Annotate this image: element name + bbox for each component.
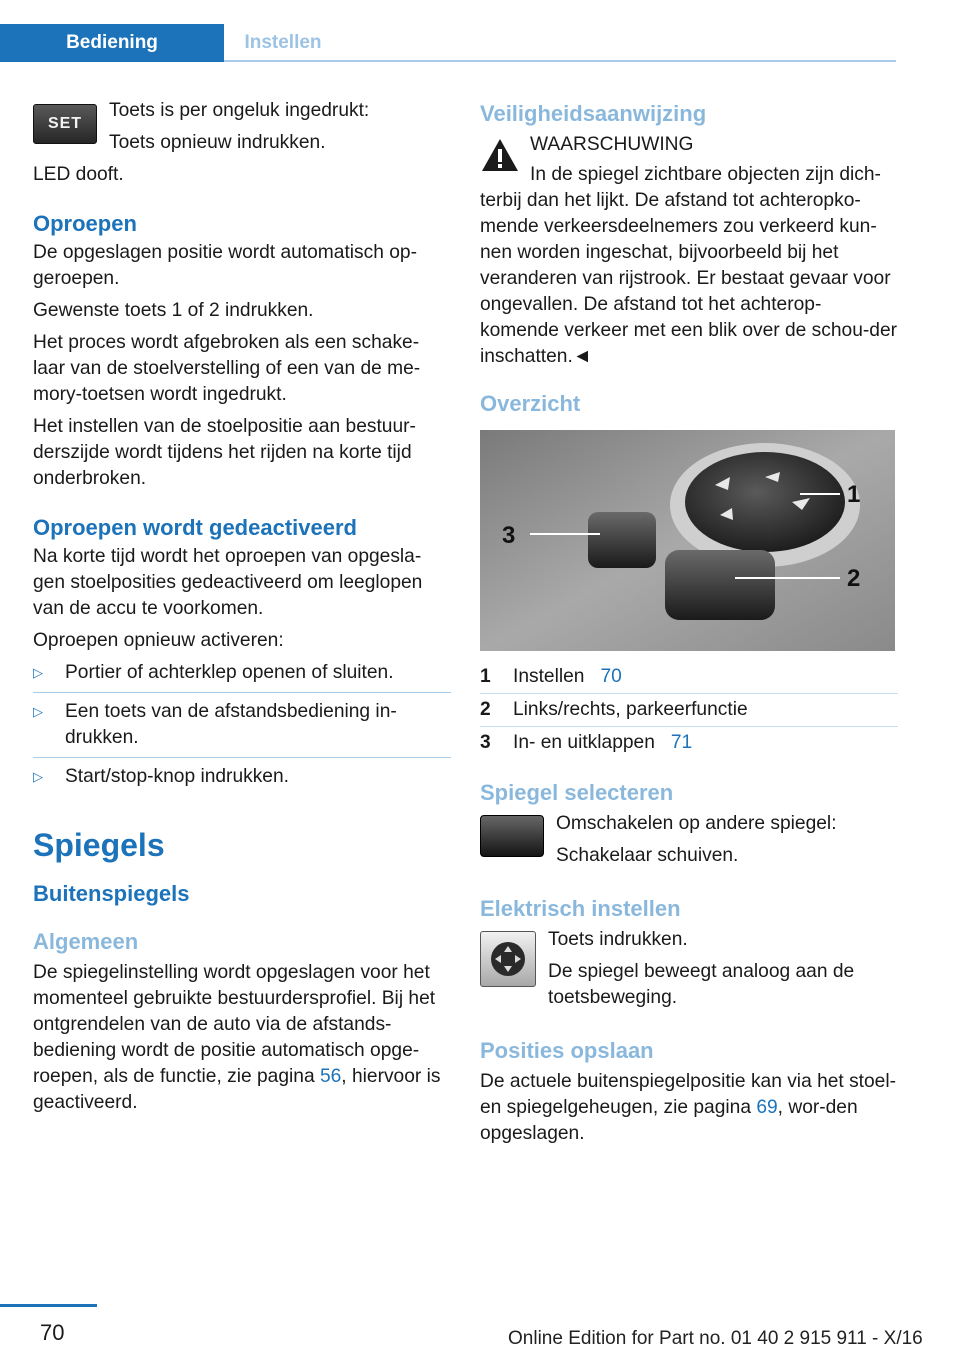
right-column [480, 98, 898, 1153]
heading-spiegels: Spiegels [33, 827, 165, 863]
direction-pad-icon [488, 939, 528, 979]
photo-label-2: 2 [847, 565, 861, 592]
set-line-2: Toets opnieuw indrukken. [109, 132, 326, 153]
page-link-69[interactable]: 69 [756, 1097, 778, 1118]
heading-oproepen: Oproepen [33, 211, 137, 236]
triangle-bullet-icon: ▷ [33, 704, 43, 719]
tab-bediening[interactable]: Bediening [0, 24, 224, 62]
page-number: 70 [40, 1320, 65, 1345]
header-tabs [0, 0, 960, 62]
led-text: LED dooft. [33, 164, 124, 185]
select-row [480, 811, 898, 875]
set-button-row [33, 98, 451, 162]
oproepen-p2: Gewenste toets 1 of 2 indrukken. [33, 300, 314, 321]
mirror-control-photo [480, 430, 895, 651]
warning-label: WAARSCHUWING [530, 134, 694, 155]
deact-p2: Oproepen opnieuw activeren: [33, 630, 284, 651]
tab-underline [224, 60, 896, 62]
heading-overzicht: Overzicht [480, 391, 581, 416]
page-link-71[interactable]: 71 [670, 732, 693, 753]
photo-label-3: 3 [502, 522, 516, 549]
heading-oproepen-gedeactiveerd: Oproepen wordt gedeactiveerd [33, 515, 357, 540]
algemeen-text: De spiegelinstelling wordt opgeslagen voor het momenteel gebruikte bestuurdersprofiel. Bij het ontgrendelen van de auto via de afstands-bediening wordt de positie automatisch opge-roepen, als de functie, zie pagina 56, hiervoor is geactiveerd. [33, 962, 441, 1113]
legend-row: 3 In- en uitklappen 71 [480, 727, 898, 759]
heading-veiligheidsaanwijzing: Veiligheidsaanwijzing [480, 101, 707, 126]
legend-row: 2 Links/rechts, parkeerfunctie [480, 699, 748, 720]
heading-buitenspiegels: Buitenspiegels [33, 881, 190, 906]
triangle-bullet-icon: ▷ [33, 769, 43, 784]
elek-line-1: Toets indrukken. [548, 929, 688, 950]
mirror-adjust-icon [480, 931, 536, 987]
heading-posities-opslaan: Posities opslaan [480, 1038, 654, 1063]
left-column [33, 98, 451, 1122]
select-line-2: Schakelaar schuiven. [556, 845, 739, 866]
set-line-1: Toets is per ongeluk ingedrukt: [109, 100, 370, 121]
triangle-bullet-icon: ▷ [33, 665, 43, 680]
heading-spiegel-selecteren: Spiegel selecteren [480, 780, 674, 805]
warning-text: In de spiegel zichtbare objecten zijn dich-terbij dan het lijkt. De afstand tot achteropko-mende verkeersdeelnemers zou verkeerd kun-nen worden ingeschat, bijvoorbeeld bij het veranderen van rijstrook. Er bestaat gevaar voor ongevallen. De afstand tot het achterop-komende verkeer met een blik over de schou-der inschatten.◄ [480, 164, 898, 367]
deact-p1: Na korte tijd wordt het oproepen van opgesla-gen stoelposities gedeactiveerd om leeglopen van de accu te voorkomen. [33, 546, 423, 619]
legend-row: 1 Instellen 70 [480, 661, 898, 693]
divider [33, 757, 451, 758]
list-item: ▷ Portier of achterklep openen of sluiten. [33, 660, 451, 686]
oproepen-p4: Het instellen van de stoelpositie aan bestuur-derszijde wordt tijdens het rijden na korte tijd onderbroken. [33, 416, 416, 489]
heading-algemeen: Algemeen [33, 929, 139, 954]
elek-line-2: De spiegel beweegt analoog aan de toetsbeweging. [548, 961, 855, 1008]
divider [33, 692, 451, 693]
oproepen-p3: Het proces wordt afgebroken als een schake-laar van de stoelverstelling of een van de me-mory-toetsen wordt ingedrukt. [33, 332, 421, 405]
oproepen-p1: De opgeslagen positie wordt automatisch op-geroepen. [33, 242, 417, 289]
posities-text: De actuele buitenspiegelpositie kan via het stoel- en spiegelgeheugen, zie pagina 69, wor-den opgeslagen. [480, 1071, 896, 1144]
list-item: ▷ Een toets van de afstandsbediening in-drukken. [33, 699, 451, 751]
tab-instellen[interactable]: Instellen [244, 32, 322, 53]
elek-row [480, 927, 898, 1017]
list-item: ▷ Start/stop-knop indrukken. [33, 764, 451, 790]
select-line-1: Omschakelen op andere spiegel: [556, 813, 837, 834]
photo-label-1: 1 [847, 481, 861, 508]
page-link-56[interactable]: 56 [319, 1066, 342, 1087]
warning-triangle-icon [480, 136, 520, 174]
page-link-70[interactable]: 70 [600, 666, 622, 687]
edition-footer: Online Edition for Part no. 01 40 2 915 911 - X/16 [508, 1328, 923, 1349]
mirror-switch-icon [480, 815, 544, 857]
footer-rule [0, 1304, 97, 1307]
set-button-icon: SET [33, 104, 97, 144]
heading-elektrisch-instellen: Elektrisch instellen [480, 896, 681, 921]
